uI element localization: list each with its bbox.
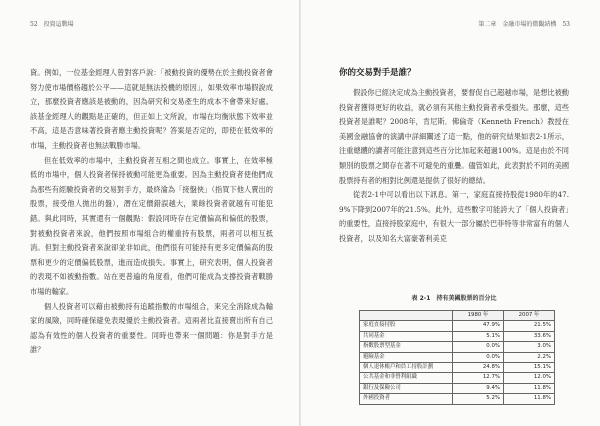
table-row — [360, 321, 555, 331]
row-label: 外國投資者 — [360, 394, 453, 404]
row-1980-value: 24.8% — [453, 363, 504, 373]
row-1980-value: 9.4% — [453, 383, 504, 393]
table-header-label — [360, 311, 453, 321]
table-caption: 表 2-1 持有美國股票的百分比 — [411, 295, 497, 302]
row-1980-value: 5.2% — [453, 394, 504, 404]
right-page-body — [339, 86, 569, 247]
left-page-body — [30, 66, 273, 358]
right-page-running-title: 第二章 金融市場的微觀結構 — [478, 21, 557, 28]
row-1980-value: 12.7% — [453, 373, 504, 383]
right-page-header — [478, 19, 570, 28]
left-paragraph-3: 個人投資者可以藉由被動持有追蹤指數的市場組合，來完全消除成為輸家的風險，同時確保避免表現優於主動投資者。這兩者比直接賣出所有自己認為有效性的個人投資者的重要性。同時也帶來一個問題：你是對手方是誰？ — [30, 301, 273, 355]
row-label: 個人退休帳戶和員工持股計劃 — [360, 363, 453, 373]
table-row — [360, 363, 555, 373]
row-1980-value: 5.1% — [453, 331, 504, 341]
section-title: 你的交易對手是誰？ — [339, 68, 416, 78]
row-2007-value: 11.8% — [504, 394, 555, 404]
right-paragraph-2: 從表2-1中可以看出以下訊息。第一，家庭直接持股從1980年的47.9%下降到2007年的21.5%。此外，這些數字可能誇大了「個人投資者」的重要性，直接持股家庭中，有很大一部分屬於巴菲特等非常富有的個人投資者，以及知名大富豪著利美克 — [339, 190, 570, 243]
left-page-number: 52 — [30, 21, 38, 28]
left-paragraph-1: 資。例如，一位基金經理人曾對客戶說：「被動投資的優勢在於主動投資者會努力使市場價格趨於公平——這就是無法投機的原因」，如果效率市場假說成立，那麼投資者應該是被動的，因為研究和交易產生的成本不會帶來好處。該基金經理人的觀點是正確的，但正如上文所說，市場在均衡狀態下效率並不高，這是否意味著投資者應主動投資呢？答案是否定的，即使在低效率的市場，主動投資者也無法戰勝市場。 — [30, 68, 273, 150]
stock-holders-table — [359, 310, 555, 405]
right-paragraph-1: 假設你已經決定成為主動投資者，要督促自己超越市場，是想比被動投資者獲得更好的收益，就必須有其他主動投資者承受損失。那麼，這些投資者是誰呢？2008年，肯尼斯．佛倫奇（Kenneth French）教授在美國金融協會的演講中詳細闡述了這一點，他的研究結果如表2-1所示，注重總體的讀者可能注意到這些百分比加起來超過100%。這是由於不同類別的股票之間存在著不可避免的重疊。儘管如此，此表對於不同的美國股票持有者的相對比例還是提供了很好的總結。 — [339, 88, 570, 185]
left-page-header — [30, 19, 74, 28]
table-row — [360, 383, 555, 393]
table-row — [360, 394, 555, 404]
row-2007-value: 12.0% — [504, 373, 555, 383]
right-page-number: 53 — [562, 21, 570, 28]
row-2007-value: 2.2% — [504, 352, 555, 362]
row-label: 指數股票型基金 — [360, 342, 453, 352]
table-header-row — [360, 311, 555, 321]
row-2007-value: 11.8% — [504, 383, 555, 393]
row-2007-value: 33.6% — [504, 331, 555, 341]
table-row — [360, 342, 555, 352]
table-header-2007: 2007 年 — [504, 311, 555, 321]
row-label: 銀行及保險公司 — [360, 383, 453, 393]
table-header-1980: 1980 年 — [453, 311, 504, 321]
row-1980-value: 47.9% — [453, 321, 504, 331]
row-1980-value: 0.0% — [453, 342, 504, 352]
table-row — [360, 373, 555, 383]
left-page-running-title: 投資這戰場 — [43, 21, 74, 28]
table-row — [360, 352, 555, 362]
row-label: 家庭直接持股 — [360, 321, 453, 331]
left-paragraph-2: 但在低效率的市場中，主動投資者互相之間也成立。事實上，在效率極低的市場中，個人投資者保持被動可能更為重要。因為主動投資者使他們成為那些有經驗投資者的交易對手方，最終淪為「接盤俠」（指買下他人賣出的股票，接受他人拋出的盤），潛在定價錯誤越大，業餘投資者就越有可能犯錯。與此同時，其實還有一個觀點：假設同時存在定價偏高和偏低的股票，對被動投資者來說，他們按照市場組合的權重持有股票，兩者可以相互抵消。但對主動投資者來說卻並非如此，他們很有可能持有更多定價偏高的股票和更少的定價偏低股票，進而造成損失。事實上，研究表明，個人投資者的表現不如被動指數。站在更普遍的角度看，他們可能成為支撐投資者戰勝市場的輸家。 — [30, 155, 273, 296]
row-label: 避險基金 — [360, 352, 453, 362]
row-2007-value: 15.1% — [504, 363, 555, 373]
table-row — [360, 331, 555, 341]
left-page — [0, 0, 299, 426]
row-2007-value: 21.5% — [504, 321, 555, 331]
row-label: 公共基金和非營利組織 — [360, 373, 453, 383]
row-2007-value: 3.0% — [504, 342, 555, 352]
right-page — [301, 0, 600, 426]
row-label: 共同基金 — [360, 331, 453, 341]
row-1980-value: 0.0% — [453, 352, 504, 362]
